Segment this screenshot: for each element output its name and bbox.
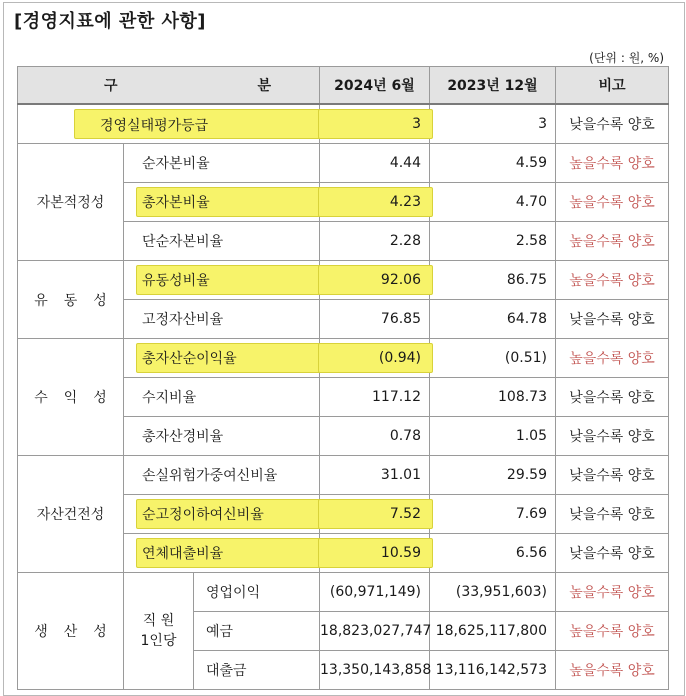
- value-2024: [320, 261, 430, 300]
- row-name-cell: [124, 261, 320, 300]
- header-gubun: [18, 67, 320, 105]
- value-text: 3: [412, 116, 421, 132]
- per-employee-cell: [124, 573, 194, 690]
- remark: 낮을수록 양호: [556, 495, 669, 534]
- header-bun-label: 분: [257, 78, 272, 94]
- remark: 높을수록 양호: [556, 651, 669, 690]
- value-2024: 117.12: [320, 378, 430, 417]
- value-2023: 3: [430, 104, 556, 144]
- row-name-cell: [124, 495, 320, 534]
- category-profitability: 수익성: [18, 339, 124, 456]
- remark: 낮을수록 양호: [556, 456, 669, 495]
- header-2023: 2023년 12월: [430, 67, 556, 105]
- row-name: 총자산순이익율: [142, 351, 237, 367]
- value-text: 10.59: [380, 545, 421, 561]
- value-2023: 4.59: [430, 144, 556, 183]
- row-name: 고정자산비율: [124, 300, 320, 339]
- row-name-cell: [18, 104, 320, 144]
- value-2024: 18,823,027,747: [320, 612, 430, 651]
- value-2024: 31.01: [320, 456, 430, 495]
- header-remark: 비고: [556, 67, 669, 105]
- category-asset-soundness: 자산건전성: [18, 456, 124, 573]
- remark: 낮을수록 양호: [556, 300, 669, 339]
- value-2023: 18,625,117,800: [430, 612, 556, 651]
- value-text: 4.23: [389, 194, 421, 210]
- per-employee-line1: 직 원: [142, 613, 175, 629]
- value-2024: [320, 495, 430, 534]
- remark: 높을수록 양호: [556, 261, 669, 300]
- remark: 높을수록 양호: [556, 183, 669, 222]
- value-2024: [320, 534, 430, 573]
- page-title: [경영지표에 관한 사항]: [14, 11, 206, 32]
- value-2023: (0.51): [430, 339, 556, 378]
- value-2023: 4.70: [430, 183, 556, 222]
- row-name-cell: [124, 534, 320, 573]
- value-2024: (60,971,149): [320, 573, 430, 612]
- row-name: 총자산경비율: [124, 417, 320, 456]
- row-name: 대출금: [194, 651, 320, 690]
- value-2023: (33,951,603): [430, 573, 556, 612]
- row-name: 순자본비율: [124, 144, 320, 183]
- header-gu-label: 구: [104, 78, 118, 94]
- row-name: 연체대출비율: [142, 546, 224, 562]
- table-row: [18, 261, 669, 300]
- remark: 낮을수록 양호: [556, 534, 669, 573]
- value-text: (0.94): [378, 350, 421, 366]
- remark: 낮을수록 양호: [556, 104, 669, 144]
- table-row: [18, 104, 669, 144]
- value-2023: 64.78: [430, 300, 556, 339]
- value-2024: 13,350,143,858: [320, 651, 430, 690]
- value-2023: 7.69: [430, 495, 556, 534]
- value-text: 92.06: [380, 272, 421, 288]
- value-2023: 6.56: [430, 534, 556, 573]
- remark: 높을수록 양호: [556, 222, 669, 261]
- value-2023: 13,116,142,573: [430, 651, 556, 690]
- row-name: 영업이익: [194, 573, 320, 612]
- value-2023: 29.59: [430, 456, 556, 495]
- per-employee-line2: 1인당: [140, 633, 177, 649]
- category-liquidity: 유동성: [18, 261, 124, 339]
- value-2024: [320, 104, 430, 144]
- value-text: 7.52: [389, 506, 421, 522]
- management-indicator-table: [17, 66, 669, 690]
- row-name: 손실위험가중여신비율: [124, 456, 320, 495]
- table-header-row: [18, 67, 669, 105]
- value-2024: 76.85: [320, 300, 430, 339]
- unit-note: (단위 : 원, %): [589, 51, 664, 65]
- row-name: 예금: [194, 612, 320, 651]
- row-name: 수지비율: [124, 378, 320, 417]
- value-2024: 4.44: [320, 144, 430, 183]
- value-2023: 108.73: [430, 378, 556, 417]
- row-name: 단순자본비율: [124, 222, 320, 261]
- value-2023: 1.05: [430, 417, 556, 456]
- category-capital: 자본적정성: [18, 144, 124, 261]
- value-2024: [320, 339, 430, 378]
- category-productivity: 생산성: [18, 573, 124, 690]
- remark: 낮을수록 양호: [556, 417, 669, 456]
- remark: 높을수록 양호: [556, 144, 669, 183]
- row-name: 순고정이하여신비율: [142, 507, 264, 523]
- value-2023: 2.58: [430, 222, 556, 261]
- row-name: 경영실태평가등급: [100, 118, 209, 134]
- value-2023: 86.75: [430, 261, 556, 300]
- value-2024: [320, 183, 430, 222]
- remark: 높을수록 양호: [556, 612, 669, 651]
- table-row: [18, 144, 669, 183]
- row-name-cell: [124, 339, 320, 378]
- table-row: [18, 573, 669, 612]
- header-2024: 2024년 6월: [320, 67, 430, 105]
- row-name: 유동성비율: [142, 273, 210, 289]
- remark: 낮을수록 양호: [556, 378, 669, 417]
- value-2024: 0.78: [320, 417, 430, 456]
- value-2024: 2.28: [320, 222, 430, 261]
- row-name-cell: [124, 183, 320, 222]
- row-name: 총자본비율: [142, 195, 210, 211]
- remark: 높을수록 양호: [556, 339, 669, 378]
- remark: 높을수록 양호: [556, 573, 669, 612]
- table-row: [18, 456, 669, 495]
- table-row: [18, 339, 669, 378]
